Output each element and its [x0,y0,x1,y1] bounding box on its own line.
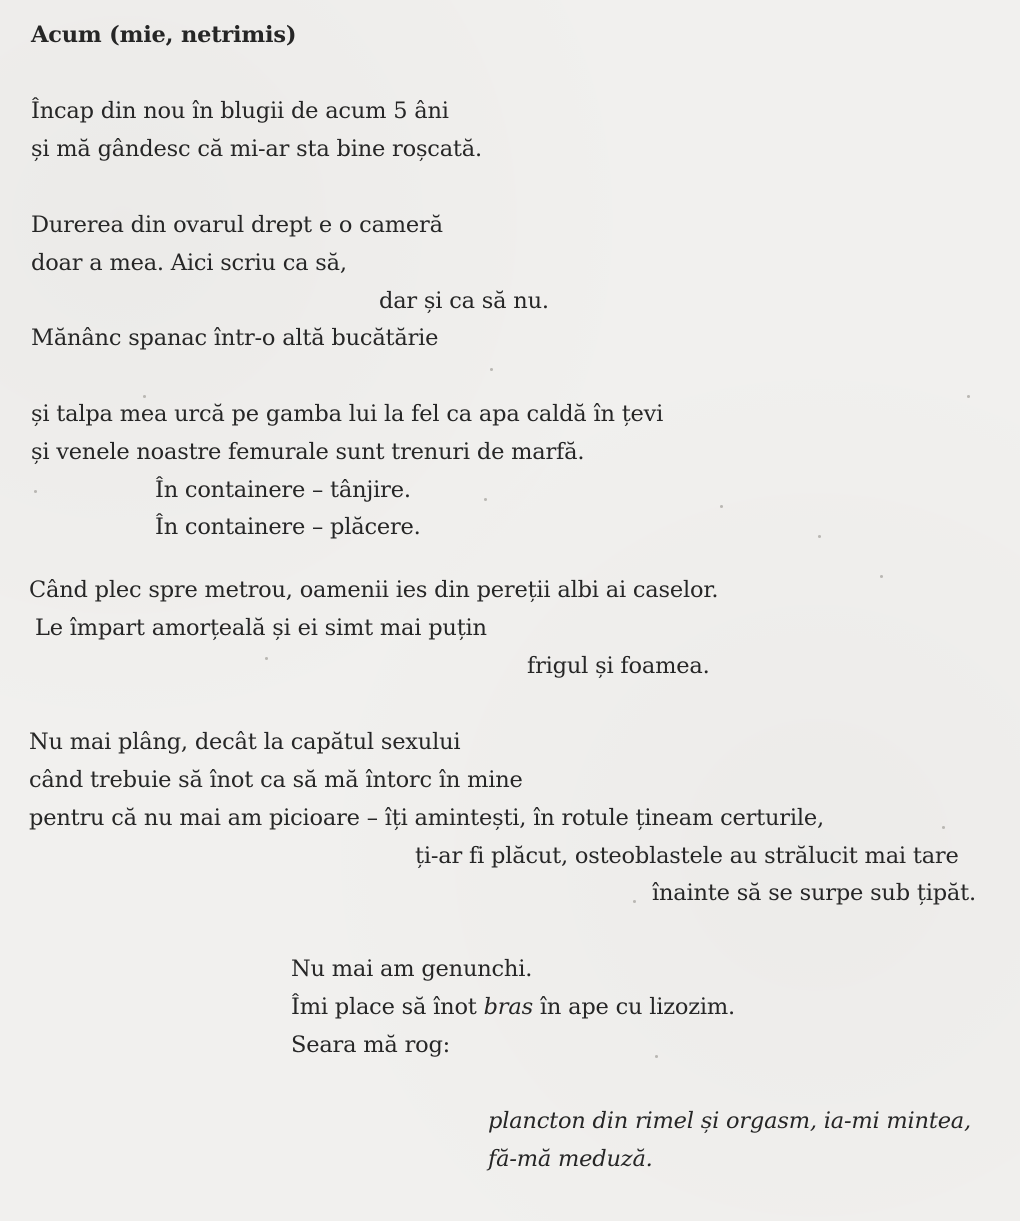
paper-speck [720,505,723,508]
poem-line: Când plec spre metrou, oamenii ies din pereții albi ai caselor. [29,577,719,603]
paper-speck [265,657,268,660]
poem-line: Mănânc spanac într-o altă bucătărie [31,325,439,351]
poem-line: Seara mă rog: [291,1032,451,1058]
poem-line [291,992,735,1022]
paper-speck [967,395,970,398]
paper-speck [484,498,487,501]
paper-speck [818,535,821,538]
paper-speck [34,490,37,493]
paper-speck [880,575,883,578]
poem-line: înainte să se surpe sub țipăt. [652,880,976,906]
poem-line: Nu mai am genunchi. [291,956,533,982]
poem-line: fă-mă meduză. [488,1146,653,1172]
poem-line: când trebuie să înot ca să mă întorc în mine [29,767,523,793]
poem-line: În containere – plăcere. [155,514,421,540]
poem-line: Durerea din ovarul drept e o cameră [31,212,443,238]
paper-speck [490,368,493,371]
poem-line: Încap din nou în blugii de acum 5 âni [31,98,449,124]
poem-line: și talpa mea urcă pe gamba lui la fel ca apa caldă în țevi [31,401,664,427]
line-text: în ape cu lizozim. [532,994,735,1020]
paper-speck [143,395,146,398]
poem-line: ți-ar fi plăcut, osteoblastele au strălucit mai tare [415,843,959,869]
poem-line: plancton din rimel și orgasm, ia-mi mintea, [488,1108,971,1134]
poem-line: pentru că nu mai am picioare – îți amintești, în rotule țineam certurile, [29,805,824,831]
line-text: Îmi place să înot [291,994,484,1020]
italic-word: bras [483,994,533,1020]
paper-speck [633,900,636,903]
poem-line: frigul și foamea. [527,653,710,679]
poem-line: În containere – tânjire. [155,477,411,503]
poem-line: și venele noastre femurale sunt trenuri de marfă. [31,439,585,465]
poem-line: dar și ca să nu. [379,288,549,314]
poem-line: Le împart amorțeală și ei simt mai puțin [35,615,487,641]
poem-line: doar a mea. Aici scriu ca să, [31,250,347,276]
poem-line: Nu mai plâng, decât la capătul sexului [29,729,461,755]
poem-title: Acum (mie, netrimis) [31,22,297,48]
paper-speck [942,826,945,829]
paper-speck [655,1055,658,1058]
poem-line: și mă gândesc că mi-ar sta bine roșcată. [31,136,482,162]
